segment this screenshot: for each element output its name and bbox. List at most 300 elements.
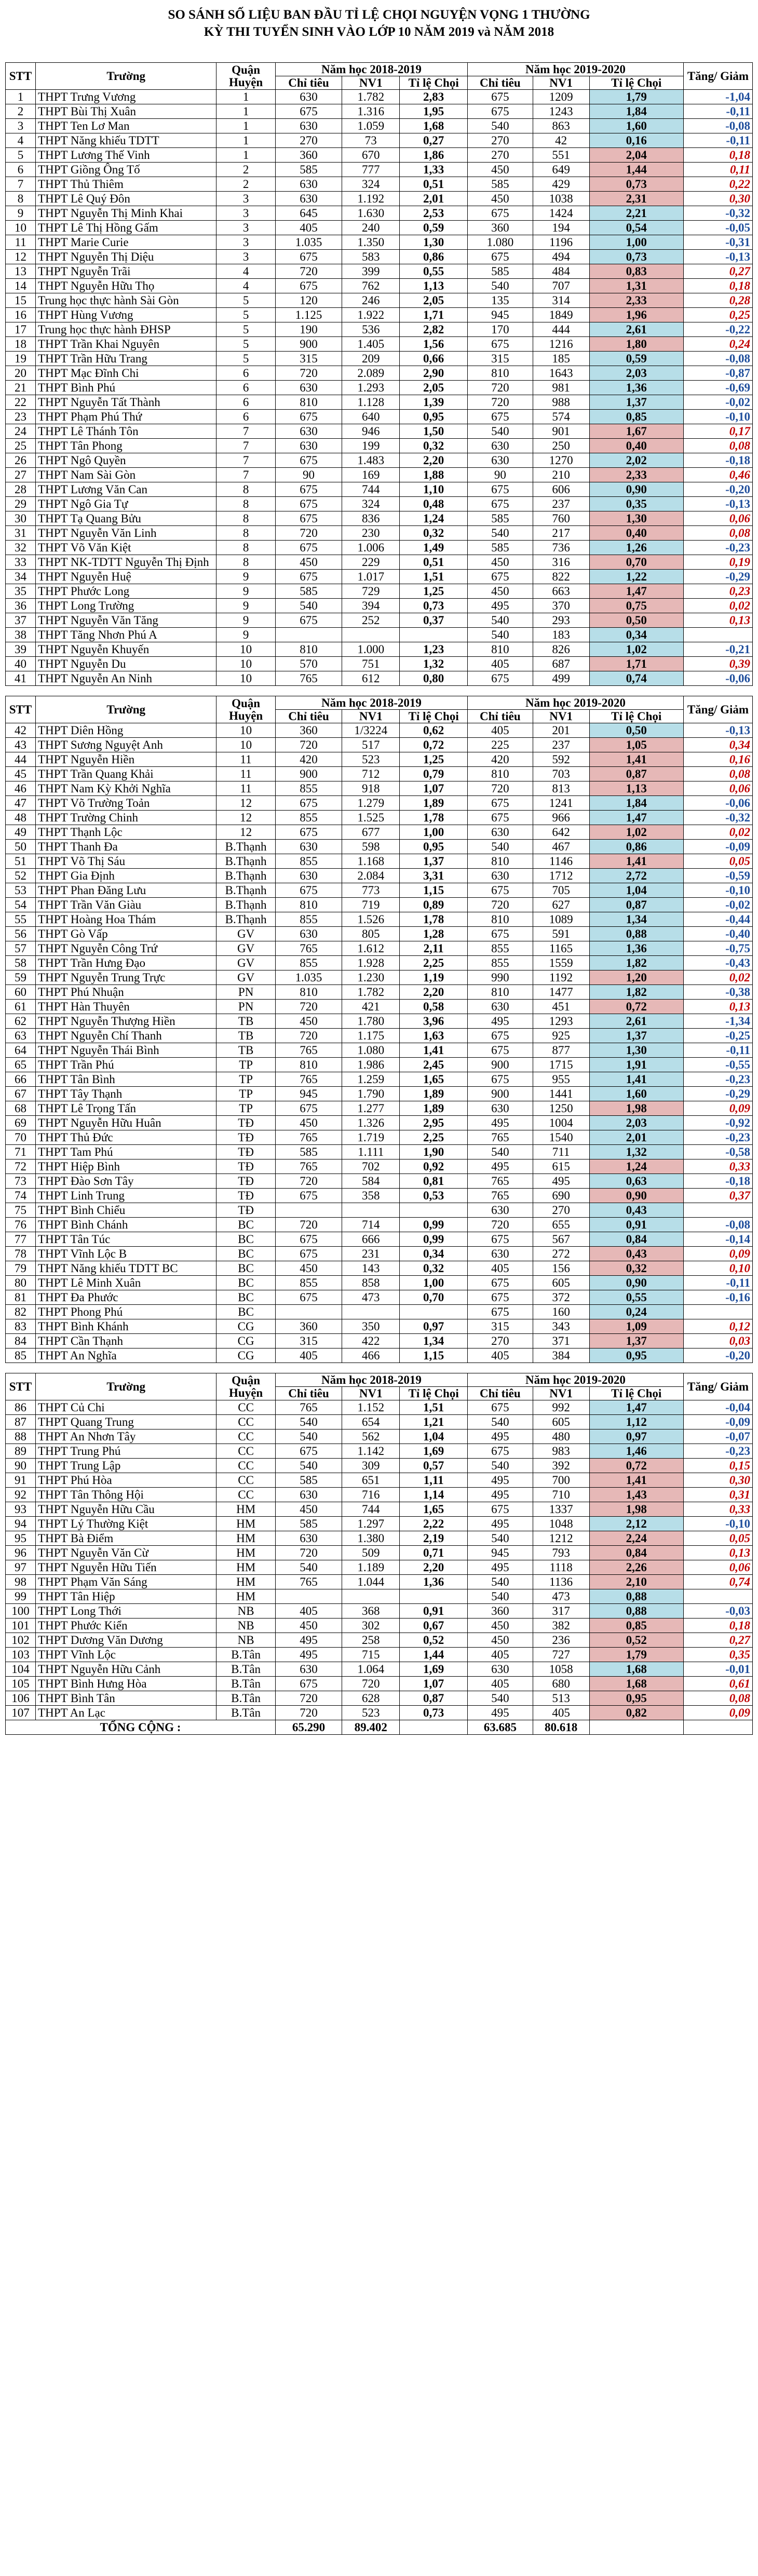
table-row xyxy=(6,1000,753,1014)
row-ratio-2018: 3,31 xyxy=(400,869,468,883)
table-row xyxy=(6,1517,753,1531)
row-ratio-2018 xyxy=(400,628,468,642)
row-nv1-2018: 1.380 xyxy=(342,1531,400,1546)
row-quota-2018: 675 xyxy=(275,1677,342,1691)
total-empty-1 xyxy=(400,1720,468,1735)
row-ratio-2018: 1,51 xyxy=(400,570,468,584)
row-quota-2019: 675 xyxy=(467,90,533,104)
row-change: 0,34 xyxy=(683,738,752,752)
row-ratio-2019: 1,68 xyxy=(589,1677,683,1691)
row-stt: 37 xyxy=(6,613,36,628)
header-ratio: Tỉ lệ Chọi xyxy=(400,76,468,90)
row-stt: 107 xyxy=(6,1706,36,1720)
table-row xyxy=(6,752,753,767)
row-nv1-2019: 705 xyxy=(533,883,589,898)
table-row xyxy=(6,927,753,941)
row-quota-2018: 630 xyxy=(275,1531,342,1546)
row-school: THPT Nguyễn Văn Cừ xyxy=(36,1546,216,1560)
row-school: THPT An Lạc xyxy=(36,1706,216,1720)
row-nv1-2018: 229 xyxy=(342,555,400,570)
row-stt: 72 xyxy=(6,1159,36,1174)
row-quota-2019: 540 xyxy=(467,1415,533,1429)
row-quota-2018: 90 xyxy=(275,468,342,482)
row-school: THPT Diên Hồng xyxy=(36,723,216,738)
row-ratio-2018: 2,82 xyxy=(400,322,468,337)
row-ratio-2019: 1,84 xyxy=(589,104,683,119)
row-ratio-2018: 0,51 xyxy=(400,177,468,192)
row-ratio-2019: 2,03 xyxy=(589,1116,683,1130)
row-quota-2019: 315 xyxy=(467,1319,533,1334)
row-ratio-2018: 1,39 xyxy=(400,395,468,410)
row-school: THPT Bình Hưng Hòa xyxy=(36,1677,216,1691)
row-quota-2018: 675 xyxy=(275,410,342,424)
row-stt: 83 xyxy=(6,1319,36,1334)
row-quota-2019: 495 xyxy=(467,1014,533,1029)
row-district: TB xyxy=(216,1029,276,1043)
row-school: THPT Trần Khai Nguyên xyxy=(36,337,216,352)
row-nv1-2018: 1.080 xyxy=(342,1043,400,1058)
row-change: 0,27 xyxy=(683,264,752,279)
row-quota-2018: 765 xyxy=(275,941,342,956)
row-school: THPT Lương Thế Vinh xyxy=(36,148,216,163)
header-district: Quận Huyện xyxy=(216,696,276,723)
row-nv1-2018: 720 xyxy=(342,1677,400,1691)
row-stt: 63 xyxy=(6,1029,36,1043)
row-change: 0,10 xyxy=(683,1261,752,1276)
row-quota-2018 xyxy=(275,628,342,642)
row-ratio-2019: 1,41 xyxy=(589,1473,683,1488)
row-quota-2019: 90 xyxy=(467,468,533,482)
row-quota-2018: 630 xyxy=(275,381,342,395)
header-year-2018: Năm học 2018-2019 xyxy=(275,696,467,710)
row-ratio-2019: 0,87 xyxy=(589,898,683,912)
header-quota: Chỉ tiêu xyxy=(467,76,533,90)
row-district: 5 xyxy=(216,322,276,337)
table-row xyxy=(6,1305,753,1319)
header-year-2018: Năm học 2018-2019 xyxy=(275,1373,467,1387)
row-nv1-2018: 716 xyxy=(342,1488,400,1502)
row-quota-2019: 420 xyxy=(467,752,533,767)
row-nv1-2018: 143 xyxy=(342,1261,400,1276)
row-quota-2018: 495 xyxy=(275,1633,342,1648)
row-ratio-2018: 1,28 xyxy=(400,927,468,941)
row-ratio-2018: 1,14 xyxy=(400,1488,468,1502)
table-row xyxy=(6,482,753,497)
row-change: -0,16 xyxy=(683,1290,752,1305)
row-ratio-2018: 0,91 xyxy=(400,1604,468,1619)
row-nv1-2019: 606 xyxy=(533,482,589,497)
row-nv1-2018: 1.483 xyxy=(342,453,400,468)
row-stt: 54 xyxy=(6,898,36,912)
row-quota-2018: 855 xyxy=(275,912,342,927)
row-nv1-2018: 1.006 xyxy=(342,541,400,555)
row-change: 0,30 xyxy=(683,192,752,206)
row-quota-2019: 720 xyxy=(467,898,533,912)
row-stt: 35 xyxy=(6,584,36,599)
row-ratio-2019: 0,55 xyxy=(589,1290,683,1305)
row-ratio-2018: 1,65 xyxy=(400,1502,468,1517)
table-row xyxy=(6,599,753,613)
row-ratio-2019: 1,02 xyxy=(589,825,683,840)
row-district: 7 xyxy=(216,468,276,482)
row-ratio-2018: 1,63 xyxy=(400,1029,468,1043)
row-district: 3 xyxy=(216,206,276,221)
row-nv1-2019: 1165 xyxy=(533,941,589,956)
row-ratio-2019: 0,63 xyxy=(589,1174,683,1189)
table-row xyxy=(6,628,753,642)
row-quota-2018: 720 xyxy=(275,1174,342,1189)
row-change: -0,23 xyxy=(683,1072,752,1087)
row-change: -0,75 xyxy=(683,941,752,956)
row-stt: 51 xyxy=(6,854,36,869)
row-nv1-2019: 574 xyxy=(533,410,589,424)
row-ratio-2018: 2,25 xyxy=(400,1130,468,1145)
row-nv1-2018: 946 xyxy=(342,424,400,439)
row-ratio-2019: 1,46 xyxy=(589,1444,683,1459)
row-change: -0,58 xyxy=(683,1145,752,1159)
row-ratio-2018: 0,73 xyxy=(400,1706,468,1720)
row-school: THPT An Nhơn Tây xyxy=(36,1429,216,1444)
row-nv1-2019: 499 xyxy=(533,671,589,686)
row-school: THPT Nguyễn Hữu Tiến xyxy=(36,1560,216,1575)
row-quota-2018: 540 xyxy=(275,1560,342,1575)
row-stt: 94 xyxy=(6,1517,36,1531)
table-row xyxy=(6,352,753,366)
row-ratio-2019: 2,03 xyxy=(589,366,683,381)
row-quota-2019: 675 xyxy=(467,104,533,119)
row-change: 0,06 xyxy=(683,511,752,526)
row-change: 0,31 xyxy=(683,1488,752,1502)
row-nv1-2018: 230 xyxy=(342,526,400,541)
table-row xyxy=(6,883,753,898)
row-ratio-2018: 2,19 xyxy=(400,1531,468,1546)
row-stt: 38 xyxy=(6,628,36,642)
row-ratio-2018: 3,96 xyxy=(400,1014,468,1029)
row-ratio-2018: 0,48 xyxy=(400,497,468,511)
row-ratio-2018: 1,89 xyxy=(400,1101,468,1116)
header-ratio: Tỉ lệ Chọi xyxy=(400,1387,468,1400)
table-row xyxy=(6,1560,753,1575)
row-quota-2018: 645 xyxy=(275,206,342,221)
row-nv1-2018: 777 xyxy=(342,163,400,177)
row-quota-2018: 420 xyxy=(275,752,342,767)
row-change: 0,12 xyxy=(683,1319,752,1334)
row-change: 0,13 xyxy=(683,1000,752,1014)
row-quota-2018: 765 xyxy=(275,1159,342,1174)
row-stt: 24 xyxy=(6,424,36,439)
row-stt: 105 xyxy=(6,1677,36,1691)
row-school: THPT Long Thới xyxy=(36,1604,216,1619)
row-quota-2018: 585 xyxy=(275,584,342,599)
row-quota-2018: 720 xyxy=(275,526,342,541)
row-nv1-2018: 715 xyxy=(342,1648,400,1662)
row-school: THPT Tạ Quang Bửu xyxy=(36,511,216,526)
row-school: THPT Marie Curie xyxy=(36,235,216,250)
row-nv1-2019: 627 xyxy=(533,898,589,912)
row-nv1-2018: 1.782 xyxy=(342,985,400,1000)
row-school: THPT Bà Điểm xyxy=(36,1531,216,1546)
row-school: THPT Thủ Đức xyxy=(36,1130,216,1145)
row-quota-2019: 495 xyxy=(467,1116,533,1130)
row-quota-2018: 675 xyxy=(275,796,342,811)
row-stt: 28 xyxy=(6,482,36,497)
row-stt: 89 xyxy=(6,1444,36,1459)
row-quota-2018: 315 xyxy=(275,1334,342,1348)
row-ratio-2019: 2,33 xyxy=(589,468,683,482)
row-ratio-2019: 2,61 xyxy=(589,1014,683,1029)
row-nv1-2018: 169 xyxy=(342,468,400,482)
row-district: NB xyxy=(216,1604,276,1619)
row-district: TB xyxy=(216,1043,276,1058)
row-district: 8 xyxy=(216,497,276,511)
row-change: -1,34 xyxy=(683,1014,752,1029)
row-nv1-2018: 1.230 xyxy=(342,970,400,985)
row-nv1-2018: 1.612 xyxy=(342,941,400,956)
row-ratio-2018: 1,44 xyxy=(400,1648,468,1662)
row-quota-2018: 810 xyxy=(275,642,342,657)
row-nv1-2018 xyxy=(342,1203,400,1218)
table-row xyxy=(6,898,753,912)
row-ratio-2019: 0,72 xyxy=(589,1000,683,1014)
row-stt: 29 xyxy=(6,497,36,511)
row-quota-2019: 675 xyxy=(467,1276,533,1290)
row-quota-2018: 810 xyxy=(275,395,342,410)
table-row xyxy=(6,1429,753,1444)
row-nv1-2019: 1146 xyxy=(533,854,589,869)
total-label: TỔNG CỘNG : xyxy=(6,1720,276,1735)
row-quota-2019: 675 xyxy=(467,671,533,686)
row-change: 0,11 xyxy=(683,163,752,177)
row-stt: 34 xyxy=(6,570,36,584)
row-district: CG xyxy=(216,1334,276,1348)
row-ratio-2019: 0,86 xyxy=(589,840,683,854)
row-stt: 36 xyxy=(6,599,36,613)
row-stt: 45 xyxy=(6,767,36,781)
row-nv1-2018: 719 xyxy=(342,898,400,912)
row-nv1-2018: 302 xyxy=(342,1619,400,1633)
row-school: THPT Lý Thường Kiệt xyxy=(36,1517,216,1531)
row-school: THPT Tam Phú xyxy=(36,1145,216,1159)
row-nv1-2018: 751 xyxy=(342,657,400,671)
header-school: Trường xyxy=(36,1373,216,1400)
row-nv1-2018: 712 xyxy=(342,767,400,781)
row-nv1-2019: 473 xyxy=(533,1589,589,1604)
row-stt: 85 xyxy=(6,1348,36,1363)
row-district: TĐ xyxy=(216,1189,276,1203)
row-quota-2019: 270 xyxy=(467,1334,533,1348)
row-ratio-2018: 1,49 xyxy=(400,541,468,555)
row-school: THPT Nguyễn Hữu Cảnh xyxy=(36,1662,216,1677)
row-nv1-2019: 314 xyxy=(533,293,589,308)
row-quota-2019: 495 xyxy=(467,1706,533,1720)
row-change: 0,24 xyxy=(683,337,752,352)
table-row xyxy=(6,1145,753,1159)
row-nv1-2019: 703 xyxy=(533,767,589,781)
row-ratio-2019: 0,83 xyxy=(589,264,683,279)
table-row xyxy=(6,970,753,985)
row-nv1-2019: 1058 xyxy=(533,1662,589,1677)
row-ratio-2019: 1,41 xyxy=(589,1072,683,1087)
score-tables xyxy=(5,62,753,1735)
row-district: 3 xyxy=(216,192,276,206)
row-nv1-2019: 1270 xyxy=(533,453,589,468)
row-school: THPT Phước Kiển xyxy=(36,1619,216,1633)
row-stt: 48 xyxy=(6,811,36,825)
row-quota-2018: 765 xyxy=(275,671,342,686)
row-nv1-2018: 584 xyxy=(342,1174,400,1189)
row-change: -0,23 xyxy=(683,541,752,555)
row-ratio-2019: 1,02 xyxy=(589,642,683,657)
row-quota-2018: 630 xyxy=(275,439,342,453)
row-ratio-2019: 0,40 xyxy=(589,526,683,541)
row-district: HM xyxy=(216,1546,276,1560)
table-row xyxy=(6,206,753,221)
row-district: B.Thạnh xyxy=(216,869,276,883)
header-year-2019: Năm học 2019-2020 xyxy=(467,63,683,76)
row-school: THPT Nguyễn Hữu Huân xyxy=(36,1116,216,1130)
row-stt: 74 xyxy=(6,1189,36,1203)
row-district: 2 xyxy=(216,177,276,192)
row-quota-2019: 540 xyxy=(467,1575,533,1589)
row-change: -0,11 xyxy=(683,1043,752,1058)
row-ratio-2018: 1,07 xyxy=(400,1677,468,1691)
row-ratio-2019: 2,21 xyxy=(589,206,683,221)
row-change: 0,08 xyxy=(683,439,752,453)
table-row xyxy=(6,1130,753,1145)
row-ratio-2018: 1,04 xyxy=(400,1429,468,1444)
header-row xyxy=(6,63,753,76)
row-quota-2019: 675 xyxy=(467,1043,533,1058)
row-ratio-2018: 0,51 xyxy=(400,555,468,570)
row-change: 0,06 xyxy=(683,1560,752,1575)
table-row xyxy=(6,1706,753,1720)
row-nv1-2018: 1.259 xyxy=(342,1072,400,1087)
row-change: -0,13 xyxy=(683,723,752,738)
row-change: 0,19 xyxy=(683,555,752,570)
row-change: -0,20 xyxy=(683,482,752,497)
row-school: THPT Võ Trường Toản xyxy=(36,796,216,811)
row-stt: 77 xyxy=(6,1232,36,1247)
row-district: BC xyxy=(216,1276,276,1290)
row-stt: 42 xyxy=(6,723,36,738)
row-school: THPT Tân Bình xyxy=(36,1072,216,1087)
row-district: 5 xyxy=(216,293,276,308)
row-quota-2019: 450 xyxy=(467,1633,533,1648)
row-nv1-2019: 343 xyxy=(533,1319,589,1334)
row-quota-2019: 360 xyxy=(467,1604,533,1619)
row-change: -0,07 xyxy=(683,1429,752,1444)
row-district: 1 xyxy=(216,148,276,163)
row-quota-2018: 315 xyxy=(275,352,342,366)
row-district: 3 xyxy=(216,235,276,250)
row-quota-2018: 720 xyxy=(275,1691,342,1706)
row-stt: 11 xyxy=(6,235,36,250)
row-ratio-2018 xyxy=(400,1203,468,1218)
row-district: B.Thạnh xyxy=(216,883,276,898)
row-district: TB xyxy=(216,1014,276,1029)
row-ratio-2018: 0,73 xyxy=(400,599,468,613)
row-ratio-2019: 0,95 xyxy=(589,1348,683,1363)
row-ratio-2018: 2,90 xyxy=(400,366,468,381)
row-quota-2018: 540 xyxy=(275,1415,342,1429)
row-school: THPT Nguyễn Văn Tăng xyxy=(36,613,216,628)
row-quota-2018: 675 xyxy=(275,613,342,628)
row-school: THPT Năng khiếu TDTT xyxy=(36,133,216,148)
row-ratio-2018: 0,53 xyxy=(400,1189,468,1203)
row-nv1-2019: 710 xyxy=(533,1488,589,1502)
row-nv1-2019: 1038 xyxy=(533,192,589,206)
row-school: THPT Phú Nhuận xyxy=(36,985,216,1000)
row-quota-2018: 765 xyxy=(275,1130,342,1145)
row-ratio-2018: 0,99 xyxy=(400,1232,468,1247)
row-ratio-2018: 2,22 xyxy=(400,1517,468,1531)
row-quota-2019: 450 xyxy=(467,555,533,570)
row-ratio-2019: 1,98 xyxy=(589,1101,683,1116)
row-district: 10 xyxy=(216,738,276,752)
row-district: 7 xyxy=(216,453,276,468)
row-district: 11 xyxy=(216,767,276,781)
row-quota-2019: 540 xyxy=(467,424,533,439)
row-ratio-2018: 0,80 xyxy=(400,671,468,686)
row-quota-2018: 630 xyxy=(275,1662,342,1677)
row-ratio-2019: 0,90 xyxy=(589,482,683,497)
row-district: GV xyxy=(216,941,276,956)
row-nv1-2019: 1136 xyxy=(533,1575,589,1589)
row-nv1-2018: 1.277 xyxy=(342,1101,400,1116)
row-school: THPT An Nghĩa xyxy=(36,1348,216,1363)
row-ratio-2019: 0,74 xyxy=(589,671,683,686)
table-row xyxy=(6,723,753,738)
row-ratio-2018: 0,79 xyxy=(400,767,468,781)
table-row xyxy=(6,1101,753,1116)
row-quota-2019: 720 xyxy=(467,781,533,796)
row-ratio-2018: 1,78 xyxy=(400,811,468,825)
row-change: 0,30 xyxy=(683,1473,752,1488)
row-quota-2019: 225 xyxy=(467,738,533,752)
row-nv1-2019: 405 xyxy=(533,1706,589,1720)
row-nv1-2018: 246 xyxy=(342,293,400,308)
row-quota-2019: 675 xyxy=(467,1290,533,1305)
table-row xyxy=(6,1691,753,1706)
row-school: THPT Nguyễn Hiền xyxy=(36,752,216,767)
row-school: THPT Lê Thị Hồng Gấm xyxy=(36,221,216,235)
row-school: THPT Sương Nguyệt Anh xyxy=(36,738,216,752)
row-change: 0,16 xyxy=(683,752,752,767)
row-district: HM xyxy=(216,1560,276,1575)
row-ratio-2019: 1,80 xyxy=(589,337,683,352)
row-district: 3 xyxy=(216,250,276,264)
header-change: Tăng/ Giảm xyxy=(683,1373,752,1400)
row-nv1-2019: 727 xyxy=(533,1648,589,1662)
row-ratio-2019: 0,40 xyxy=(589,439,683,453)
table-row xyxy=(6,337,753,352)
row-quota-2019: 405 xyxy=(467,1648,533,1662)
row-ratio-2019: 0,73 xyxy=(589,177,683,192)
row-ratio-2019: 0,50 xyxy=(589,613,683,628)
row-ratio-2019: 1,82 xyxy=(589,956,683,970)
row-ratio-2019: 0,88 xyxy=(589,1589,683,1604)
row-change: -0,13 xyxy=(683,250,752,264)
row-ratio-2019: 2,72 xyxy=(589,869,683,883)
row-nv1-2019: 372 xyxy=(533,1290,589,1305)
row-nv1-2018: 762 xyxy=(342,279,400,293)
row-change: 0,61 xyxy=(683,1677,752,1691)
row-nv1-2018: 240 xyxy=(342,221,400,235)
row-ratio-2019: 1,00 xyxy=(589,235,683,250)
row-ratio-2019: 0,59 xyxy=(589,352,683,366)
row-school: THPT Phú Hòa xyxy=(36,1473,216,1488)
row-nv1-2018: 1.175 xyxy=(342,1029,400,1043)
